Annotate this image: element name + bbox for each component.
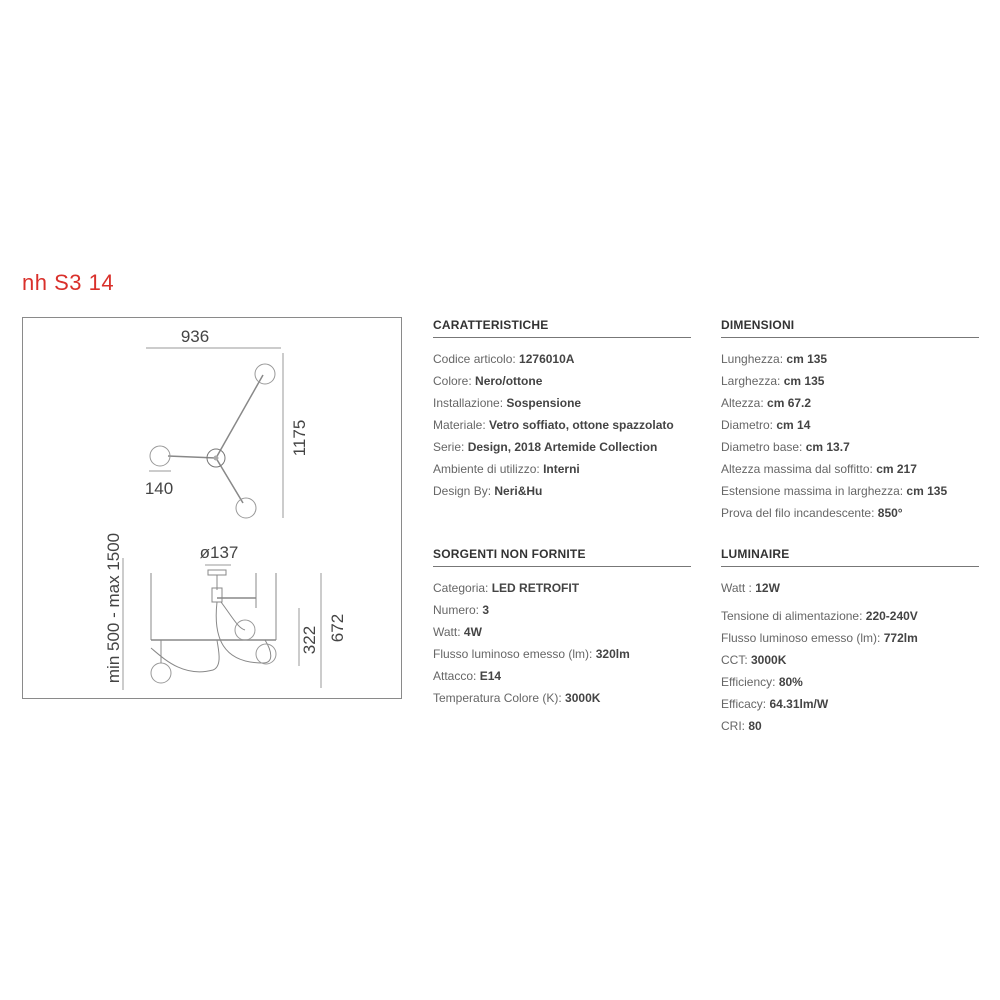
spec-label: CCT: <box>721 653 751 667</box>
spec-value: cm 135 <box>786 352 828 366</box>
spec-label: Efficiency: <box>721 675 779 689</box>
spec-label: Flusso luminoso emesso (lm): <box>721 631 884 645</box>
spec-row <box>721 693 979 715</box>
luminaire-section <box>721 547 979 737</box>
spec-value: Sospensione <box>506 396 582 410</box>
spec-value: cm 135 <box>906 484 948 498</box>
spec-label: Estensione massima in larghezza: <box>721 484 907 498</box>
spec-label: Altezza: <box>721 396 768 410</box>
spec-label: Diametro: <box>721 418 777 432</box>
spec-row <box>433 370 691 392</box>
spec-value: 80% <box>778 675 803 689</box>
spec-row <box>721 458 979 480</box>
dimensioni-section <box>721 318 979 524</box>
spec-row <box>721 715 979 737</box>
sorgenti-list <box>433 577 691 709</box>
spec-value: cm 14 <box>776 418 811 432</box>
spec-row <box>433 392 691 414</box>
spec-label: Flusso luminoso emesso (lm): <box>433 647 596 661</box>
spec-row <box>721 605 979 627</box>
spec-value: 320lm <box>595 647 630 661</box>
spec-row <box>721 649 979 671</box>
spec-row <box>433 687 691 709</box>
spec-label: Attacco: <box>433 669 480 683</box>
spec-label: Altezza massima dal soffitto: <box>721 462 877 476</box>
spec-value: cm 67.2 <box>767 396 812 410</box>
sorgenti-heading: SORGENTI NON FORNITE <box>433 547 691 567</box>
spec-value: 80 <box>748 719 762 733</box>
spec-label: Larghezza: <box>721 374 784 388</box>
spec-value: Interni <box>543 462 580 476</box>
spec-label: Watt: <box>433 625 464 639</box>
technical-drawing-svg <box>23 318 403 700</box>
luminaire-list <box>721 577 979 737</box>
spec-label: Efficacy: <box>721 697 770 711</box>
spec-label: Prova del filo incandescente: <box>721 506 878 520</box>
spec-value: cm 217 <box>876 462 917 476</box>
spec-label: CRI: <box>721 719 749 733</box>
spec-label: Serie: <box>433 440 468 454</box>
spec-label: Installazione: <box>433 396 507 410</box>
dimensioni-list <box>721 348 979 524</box>
spec-value: cm 13.7 <box>805 440 850 454</box>
spec-row <box>721 627 979 649</box>
spec-label: Numero: <box>433 603 483 617</box>
technical-drawing <box>22 317 402 699</box>
side-total-height-label: 672 <box>328 613 347 643</box>
spec-row <box>433 577 691 599</box>
spec-label: Lunghezza: <box>721 352 787 366</box>
spec-row <box>433 480 691 502</box>
spec-row <box>433 414 691 436</box>
top-globe-label: 140 <box>144 479 174 498</box>
spec-value: Vetro soffiato, ottone spazzolato <box>489 418 674 432</box>
spec-value: 220-240V <box>865 609 918 623</box>
spec-row <box>433 665 691 687</box>
spec-value: 3000K <box>565 691 601 705</box>
spec-row <box>721 414 979 436</box>
spec-row <box>721 348 979 370</box>
caratteristiche-heading: CARATTERISTICHE <box>433 318 691 338</box>
spec-row <box>433 621 691 643</box>
spec-row <box>721 436 979 458</box>
spec-value: 3 <box>482 603 490 617</box>
spec-value: 12W <box>755 581 780 595</box>
spec-row <box>721 480 979 502</box>
spec-row <box>721 577 979 599</box>
spec-row <box>721 502 979 524</box>
spec-label: Ambiente di utilizzo: <box>433 462 544 476</box>
spec-label: Diametro base: <box>721 440 806 454</box>
spec-value: 772lm <box>883 631 918 645</box>
spec-label: Codice articolo: <box>433 352 520 366</box>
caratteristiche-section <box>433 318 691 502</box>
spec-value: cm 135 <box>783 374 825 388</box>
top-width-label: 936 <box>180 327 210 346</box>
sorgenti-section <box>433 547 691 709</box>
spec-value: 4W <box>463 625 482 639</box>
side-cable-label: min 500 - max 1500 <box>104 532 123 684</box>
spec-label: Design By: <box>433 484 495 498</box>
spec-value: 850° <box>877 506 903 520</box>
side-view <box>123 558 321 690</box>
spec-row <box>433 643 691 665</box>
spec-value: Neri&Hu <box>494 484 543 498</box>
spec-label: Colore: <box>433 374 476 388</box>
side-inner-height-label: 322 <box>300 625 319 655</box>
spec-label: Materiale: <box>433 418 490 432</box>
side-diameter-label: ø137 <box>199 543 239 562</box>
spec-row <box>721 392 979 414</box>
spec-value: 3000K <box>751 653 787 667</box>
spec-row <box>433 458 691 480</box>
spec-row <box>433 436 691 458</box>
spec-value: 64.31lm/W <box>769 697 829 711</box>
spec-row <box>721 370 979 392</box>
dimensioni-heading: DIMENSIONI <box>721 318 979 338</box>
top-height-label: 1175 <box>290 419 309 457</box>
luminaire-heading: LUMINAIRE <box>721 547 979 567</box>
spec-value: Design, 2018 Artemide Collection <box>467 440 658 454</box>
spec-label: Temperatura Colore (K): <box>433 691 566 705</box>
spec-value: E14 <box>479 669 502 683</box>
spec-label: Watt : <box>721 581 756 595</box>
spec-value: LED RETROFIT <box>491 581 580 595</box>
spec-label: Tensione di alimentazione: <box>721 609 866 623</box>
spec-row <box>433 599 691 621</box>
spec-row <box>721 671 979 693</box>
caratteristiche-list <box>433 348 691 502</box>
spec-value: 1276010A <box>519 352 575 366</box>
spec-value: Nero/ottone <box>475 374 543 388</box>
spec-row <box>433 348 691 370</box>
product-title: nh S3 14 <box>22 270 115 295</box>
spec-label: Categoria: <box>433 581 492 595</box>
